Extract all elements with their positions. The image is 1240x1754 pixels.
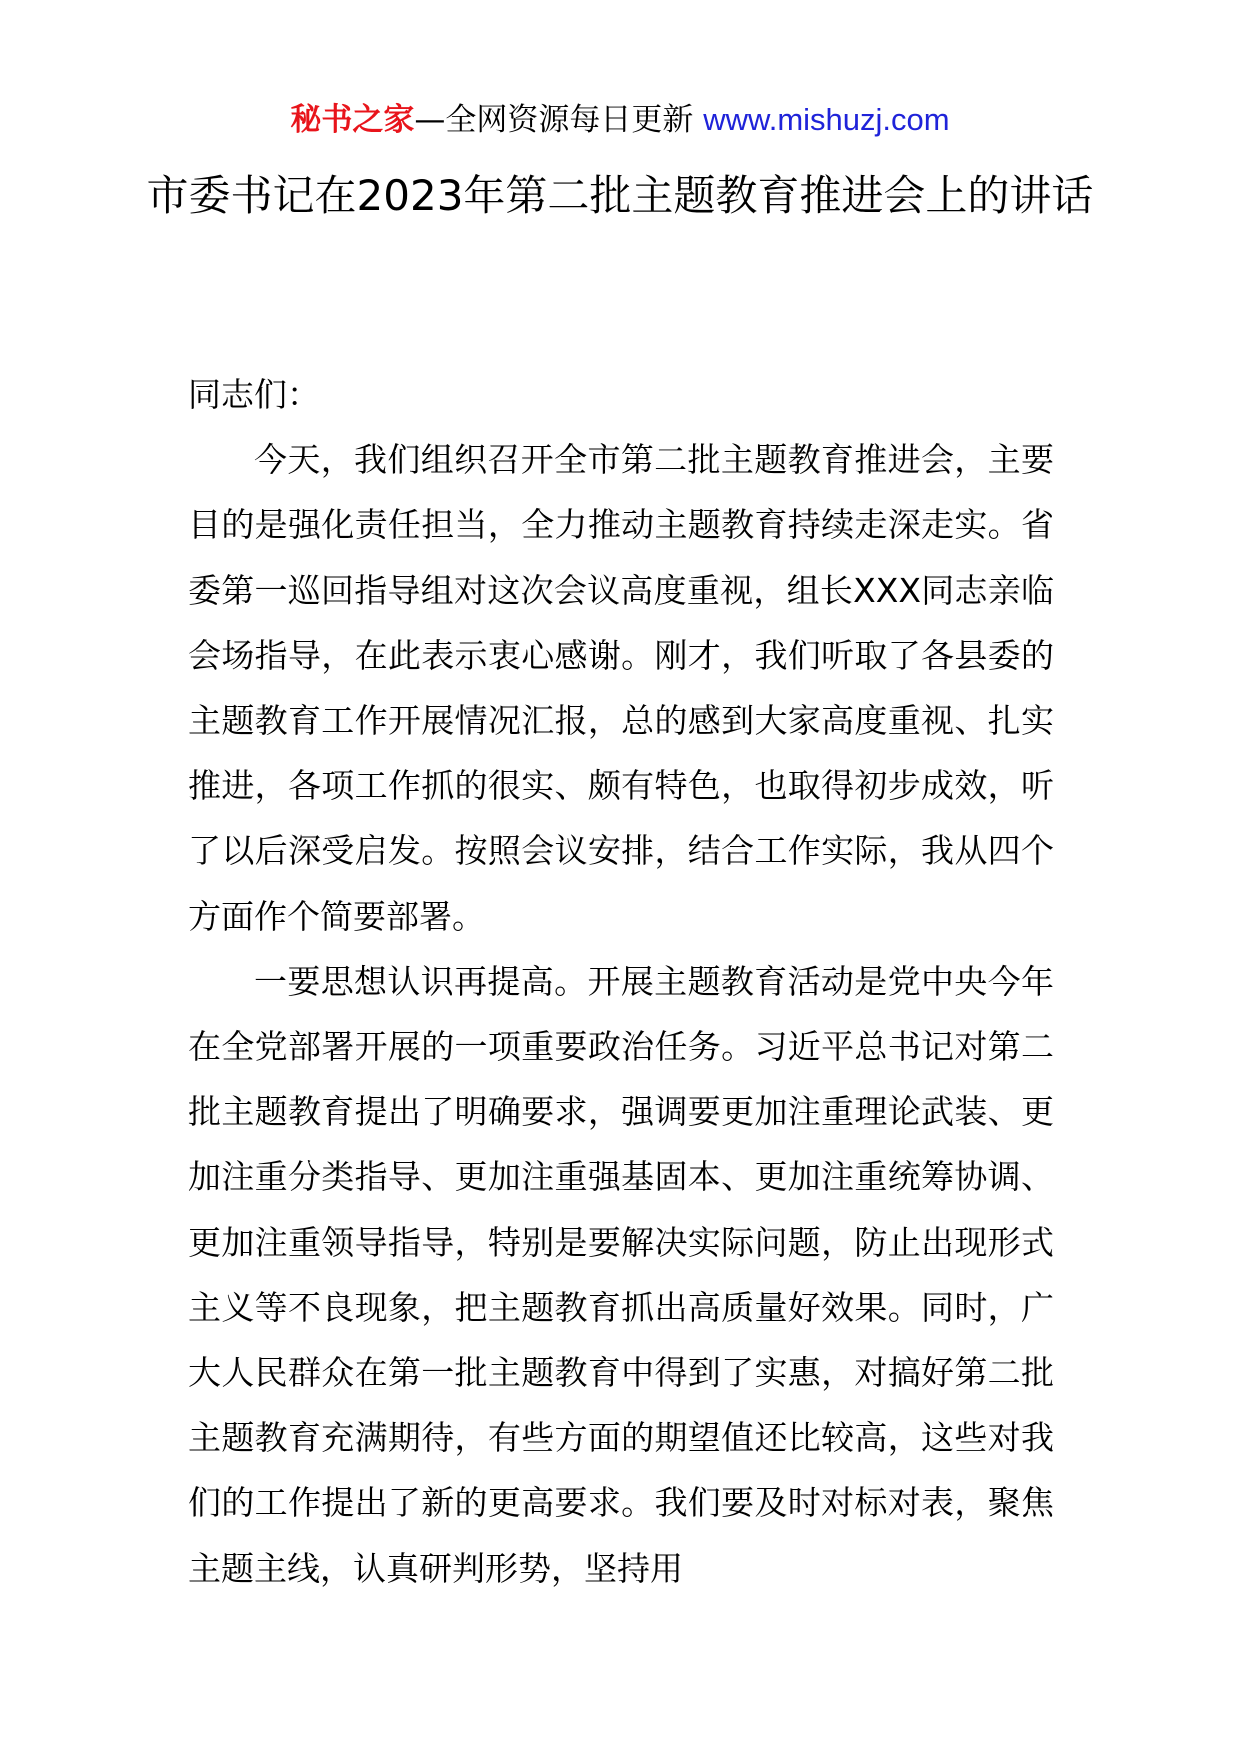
document-body (188, 362, 1054, 1601)
header-tagline: —全网资源每日更新 (414, 102, 704, 138)
paragraph: 一要思想认识再提高。开展主题教育活动是党中央今年在全党部署开展的一项重要政治任务。习近平总书记对第二批主题教育提出了明确要求，强调要更加注重理论武装、更加注重分类指导、更加注重强基固本、更加注重统筹协调、更加注重领导指导，特别是要解决实际问题，防止出现形式主义等不良现象，把主题教育抓出高质量好效果。同时，广大人民群众在第一批主题教育中得到了实惠，对搞好第二批主题教育充满期待，有些方面的期望值还比较高，这些对我们的工作提出了新的更高要求。我们要及时对标对表，聚焦主题主线，认真研判形势，坚持用 (188, 961, 1054, 1588)
salutation: 同志们： (188, 375, 320, 414)
paragraph: 今天，我们组织召开全市第二批主题教育推进会，主要目的是强化责任担当，全力推动主题教育持续走深走实。省委第一巡回指导组对这次会议高度重视，组长XXX同志亲临会场指导，在此表示衷心感谢。刚才，我们听取了各县委的主题教育工作开展情况汇报，总的感到大家高度重视、扎实推进，各项工作抓的很实、颇有特色，也取得初步成效，听了以后深受启发。按照会议安排，结合工作实际，我从四个方面作个简要部署。 (188, 440, 1054, 936)
brand-name: 秘书之家 (290, 102, 415, 138)
site-url: www.mishuzj.com (703, 102, 950, 137)
document-title: 市委书记在2023年第二批主题教育推进会上的讲话 (146, 171, 1094, 220)
watermark-header (0, 100, 1240, 140)
